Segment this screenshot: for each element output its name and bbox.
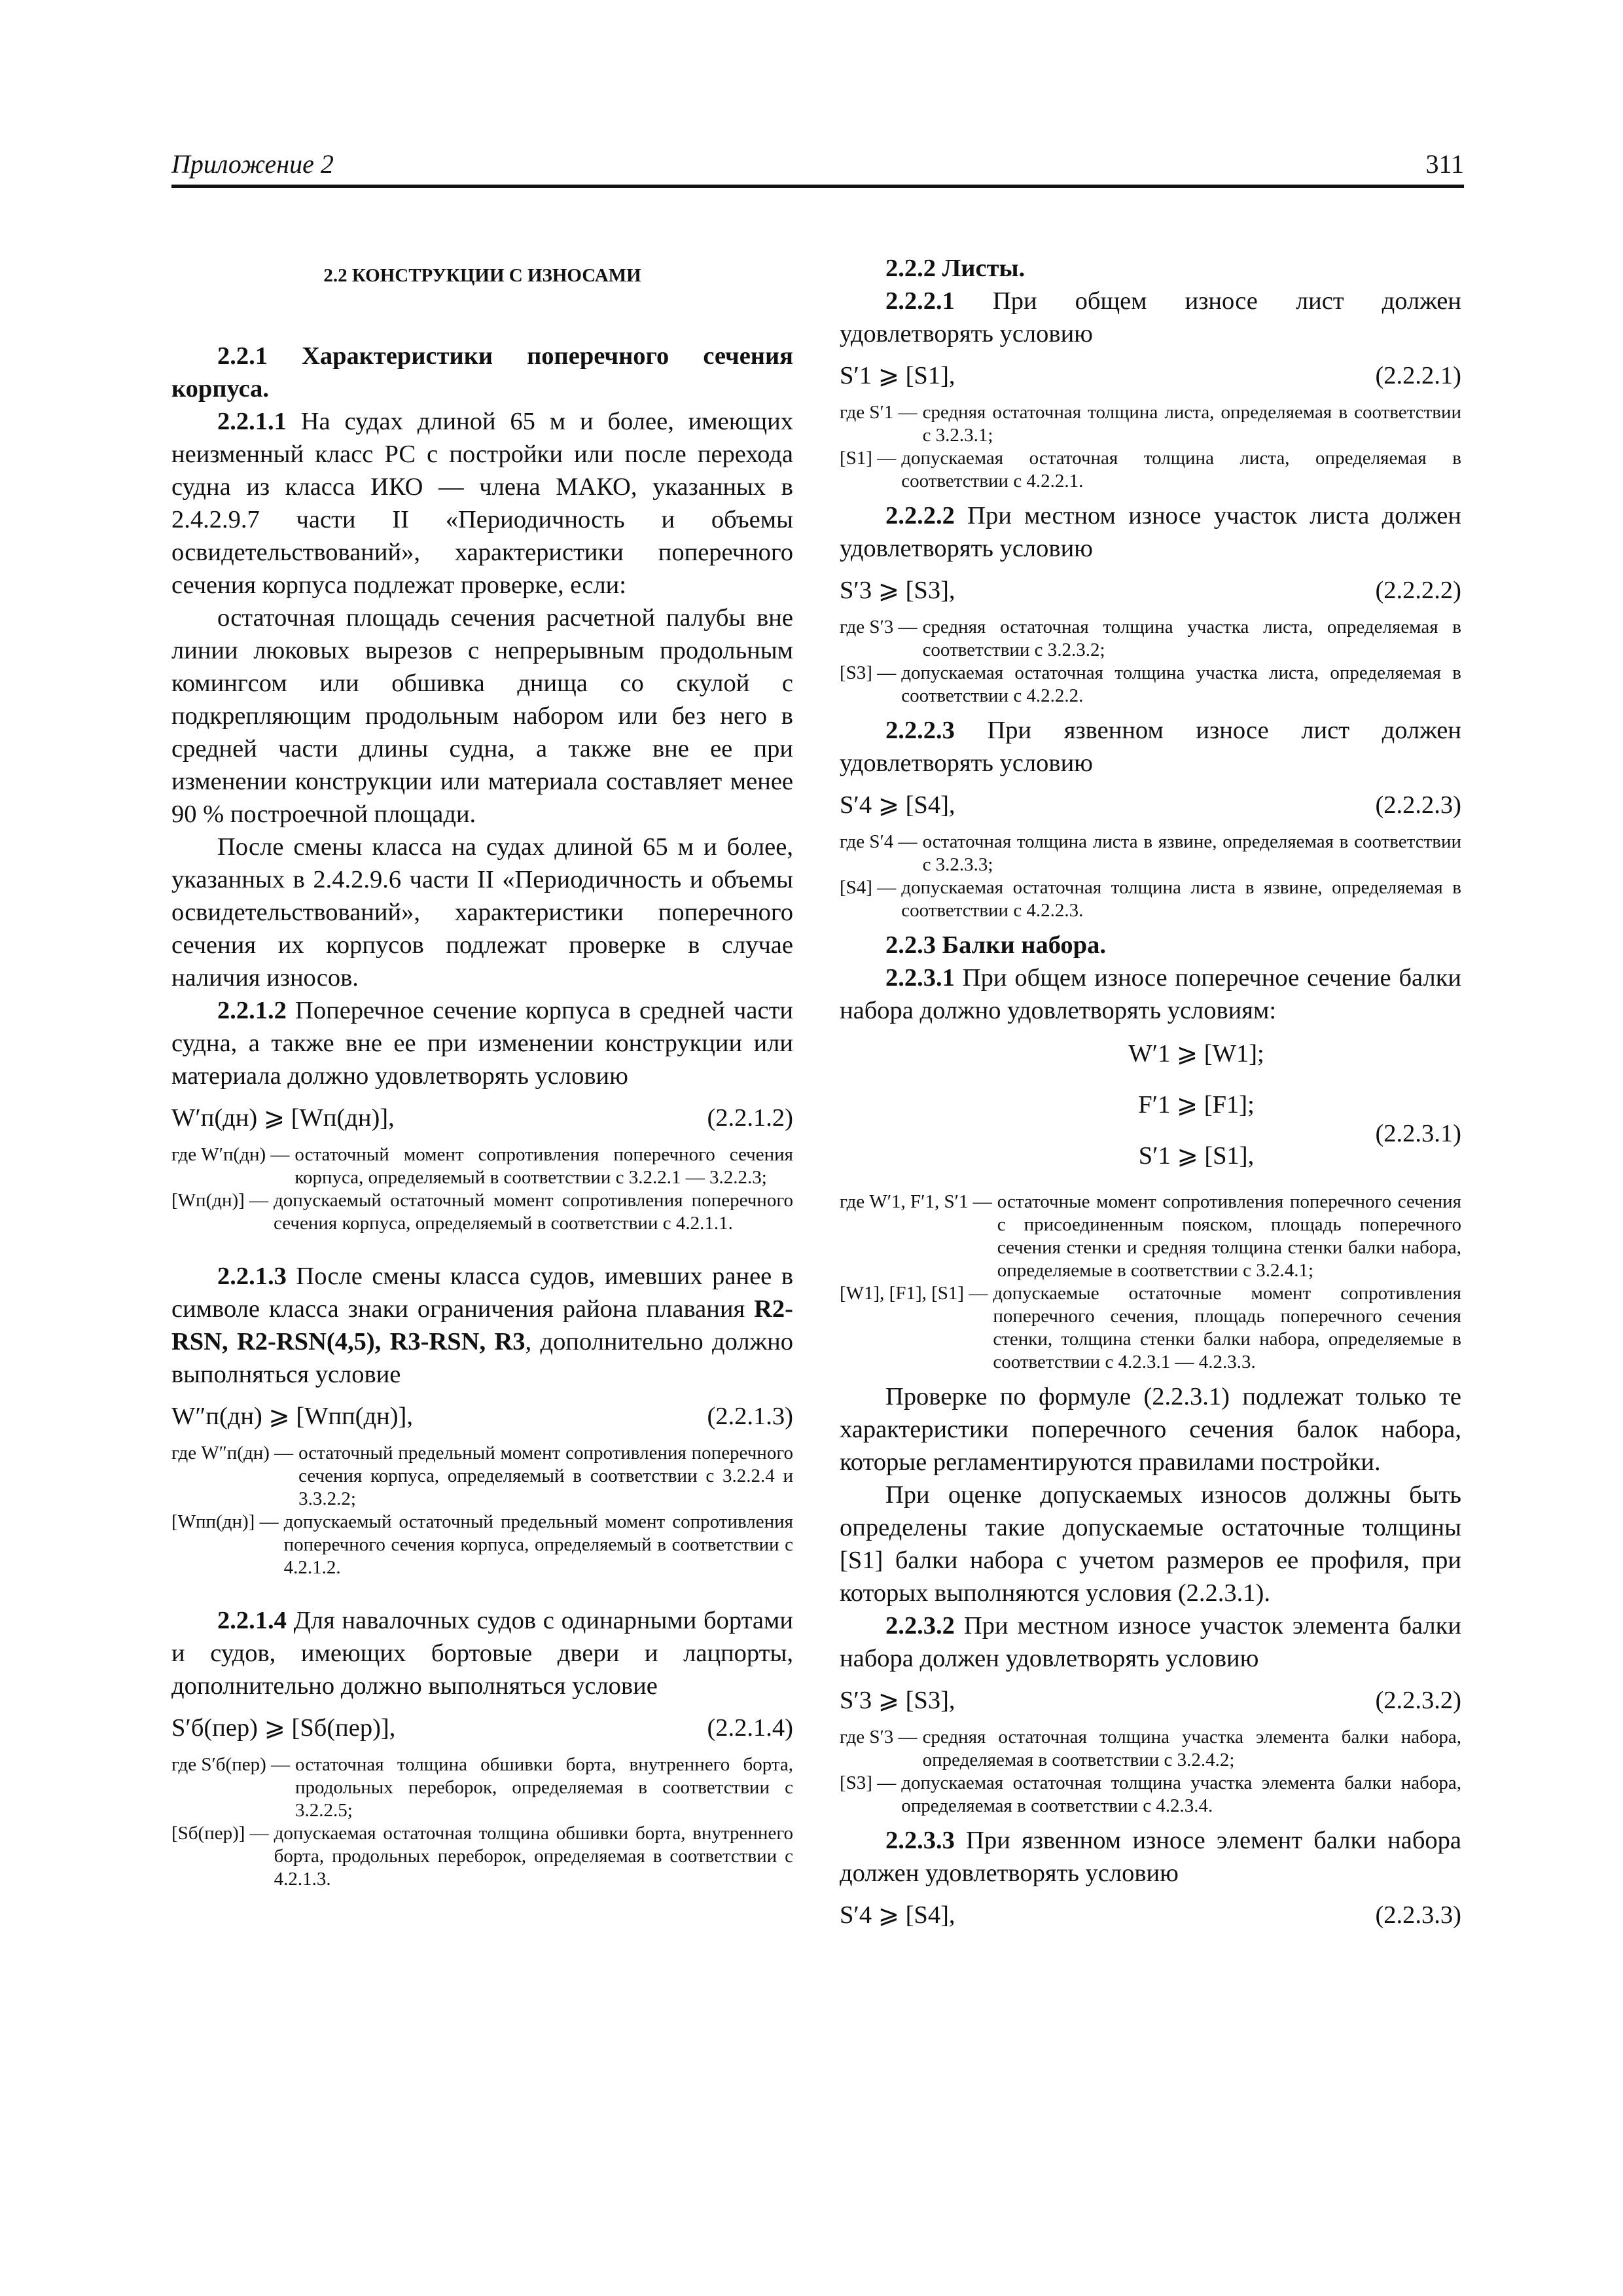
definition-item: где W″п(дн) — остаточный предельный момент сопротивления поперечного сечения корпуса, определяемый в соответствии с 3.2.2.4 и 3.3.2.2; — [171, 1443, 793, 1509]
subsection-title-2-2-3: 2.2.3 Балки набора. — [885, 931, 1106, 959]
formula-2-2-1-4 — [171, 1712, 793, 1744]
right-column — [840, 252, 1461, 1941]
clause-number: 2.2.1.3 — [217, 1263, 287, 1290]
formula-expression: W″п(дн) ⩾ [Wпп(дн)], — [171, 1403, 413, 1430]
paragraph-2-2-1-1-b: остаточная площадь сечения расчетной палубы вне линии люковых вырезов с непрерывным продольным комингсом или обшивка днища со скулой с подкрепляющим продольным набором или без него в средней части длины судна, а также вне ее при изменении конструкции или материала составляет менее 90 % построечной площади. — [171, 604, 793, 828]
paragraph-2-2-1-2: 2.2.1.2 Поперечное сечение корпуса в средней части судна, а также вне ее при изменении конструкции или материала должно удовлетворять условию — [171, 997, 793, 1090]
definition-item: [Wпп(дн)] — допускаемый остаточный предельный момент сопротивления поперечного сечения корпуса, определяемый в соответствии с 4.2.1.2. — [171, 1511, 793, 1578]
clause-number: 2.2.2.1 — [885, 287, 955, 315]
clause-number: 2.2.3.3 — [885, 1827, 955, 1854]
definition-item: где S′б(пер) — остаточная толщина обшивки борта, внутреннего борта, продольных переборок, определяемая в соответствии с 3.2.2.5; — [171, 1754, 793, 1821]
formula-expression: S′4 ⩾ [S4], — [840, 791, 955, 819]
paragraph-2-2-3-1-c: При оценке допускаемых износов должны быть определены такие допускаемые остаточные толщины [S1] балки набора с учетом размеров ее профиля, при которых выполняются условия (2.2.3.1). — [840, 1481, 1461, 1607]
page-number: 311 — [1425, 149, 1464, 179]
formula-2-2-2-3 — [840, 789, 1461, 821]
definition-item: где S′4 — остаточная толщина листа в язвине, определяемая в соответствии с 3.2.3.3; — [840, 831, 1461, 875]
formula-number: (2.2.3.2) — [1375, 1687, 1461, 1714]
definitions-2-2-2-2 — [840, 616, 1461, 708]
definition-item: где W′1, F′1, S′1 — остаточные момент сопротивления поперечного сечения с присоединенным пояском, площадь поперечного сечения стенки и средняя толщина стенки балки набора, определяемые в соответствии с 3.2.4.1; — [840, 1191, 1461, 1281]
clause-number: 2.2.3.2 — [885, 1612, 955, 1640]
clause-number: 2.2.1.4 — [217, 1607, 287, 1634]
paragraph-2-2-1-1-c: После смены класса на судах длиной 65 м и более, указанных в 2.4.2.9.6 части II «Периодичность и объемы освидетельствований», характеристики поперечного сечения их корпусов подлежат проверке в случае наличия износов. — [171, 833, 793, 992]
formula-2-2-2-2 — [840, 574, 1461, 607]
section-title: 2.2 КОНСТРУКЦИИ С ИЗНОСАМИ — [323, 265, 641, 286]
formula-number: (2.2.1.3) — [707, 1403, 793, 1430]
definition-item: [S1] — допускаемая остаточная толщина листа, определяемая в соответствии с 4.2.2.1. — [840, 448, 1461, 492]
formula-2-2-3-1 — [840, 1037, 1461, 1172]
paragraph-2-2-3-1-b: Проверке по формуле (2.2.3.1) подлежат только те характеристики поперечного сечения балок набора, которые регламентируются правилами постройки. — [840, 1383, 1461, 1476]
formula-number: (2.2.2.2) — [1375, 577, 1461, 604]
formula-number: (2.2.1.4) — [707, 1714, 793, 1742]
formula-number: (2.2.3.1) — [1375, 1120, 1461, 1147]
paragraph-2-2-3-2: 2.2.3.2 При местном износе участок элемента балки набора должен удовлетворять условию — [840, 1612, 1461, 1672]
left-column — [171, 252, 793, 1897]
definition-item: [Wп(дн)] — допускаемый остаточный момент сопротивления поперечного сечения корпуса, определяемый в соответствии с 4.2.1.1. — [171, 1190, 793, 1234]
definitions-2-2-2-1 — [840, 401, 1461, 493]
formula-expression: S′4 ⩾ [S4], — [840, 1901, 955, 1929]
formula-number: (2.2.2.1) — [1375, 362, 1461, 389]
paragraph-2-2-1-4: 2.2.1.4 Для навалочных судов с одинарными бортами и судов, имеющих бортовые двери и лацпорты, дополнительно должно выполняться условие — [171, 1607, 793, 1700]
paragraph-2-2-1-1: 2.2.1.1 На судах длиной 65 м и более, имеющих неизменный класс РС с постройки или после перехода судна из класса ИКО — члена МАКО, указанных в 2.4.2.9.7 части II «Периодичность и объемы освидетельствований», характеристики поперечного сечения корпуса подлежат проверке, если: — [171, 408, 793, 599]
formula-expression: W′1 ⩾ [W1]; — [1128, 1040, 1264, 1067]
paragraph-2-2-2-1: 2.2.2.1 При общем износе лист должен удовлетворять условию — [840, 287, 1461, 348]
clause-number: 2.2.3.1 — [885, 964, 955, 992]
formula-expression: F′1 ⩾ [F1]; — [1138, 1091, 1255, 1119]
subsection-title-2-2-1: 2.2.1 Характеристики поперечного сечения корпуса. — [171, 342, 793, 403]
formula-expression: W′п(дн) ⩾ [Wп(дн)], — [171, 1104, 395, 1132]
definition-item: где S′3 — средняя остаточная толщина участка элемента балки набора, определяемая в соответствии с 3.2.4.2; — [840, 1727, 1461, 1770]
clause-number: 2.2.1.1 — [217, 408, 287, 435]
definitions-2-2-1-4 — [171, 1753, 793, 1891]
formula-number: (2.2.1.2) — [707, 1104, 793, 1132]
formula-number: (2.2.2.3) — [1375, 791, 1461, 819]
definition-item: [W1], [F1], [S1] — допускаемые остаточные момент сопротивления поперечного сечения, площадь поперечного сечения стенки, толщина стенки балки набора, определяемые в соответствии с 4.2.3.1 — 4.2.3.3. — [840, 1283, 1461, 1372]
clause-number: 2.2.2.2 — [885, 502, 955, 529]
formula-2-2-3-2 — [840, 1684, 1461, 1717]
formula-2-2-2-1 — [840, 359, 1461, 392]
definition-item: [S4] — допускаемая остаточная толщина листа в язвине, определяемая в соответствии с 4.2.2.3. — [840, 877, 1461, 921]
definition-item: где W′п(дн) — остаточный момент сопротивления поперечного сечения корпуса, определяемый в соответствии с 3.2.2.1 — 3.2.2.3; — [171, 1144, 793, 1188]
formula-expression: S′б(пер) ⩾ [Sб(пер)], — [171, 1714, 396, 1742]
page-header — [171, 143, 1464, 188]
definitions-2-2-3-1 — [840, 1191, 1461, 1374]
definitions-2-2-3-2 — [840, 1726, 1461, 1818]
formula-expression: S′1 ⩾ [S1], — [840, 362, 955, 389]
definitions-2-2-2-3 — [840, 831, 1461, 922]
paragraph-2-2-3-3: 2.2.3.3 При язвенном износе элемент балки набора должен удовлетворять условию — [840, 1827, 1461, 1887]
formula-expression: S′3 ⩾ [S3], — [840, 577, 955, 604]
subsection-title-2-2-2: 2.2.2 Листы. — [885, 255, 1026, 282]
definitions-2-2-1-2 — [171, 1143, 793, 1235]
formula-2-2-1-3 — [171, 1400, 793, 1433]
formula-number: (2.2.3.3) — [1375, 1901, 1461, 1929]
formula-expression: S′1 ⩾ [S1], — [1138, 1142, 1255, 1170]
formula-2-2-3-3 — [840, 1899, 1461, 1931]
area-restriction-codes: R2-RSN, R2-RSN(4,5), R3-RSN, R3 — [171, 1295, 793, 1355]
running-title: Приложение 2 — [171, 149, 334, 179]
definition-item: где S′3 — средняя остаточная толщина участка листа, определяемая в соответствии с 3.2.3.2; — [840, 617, 1461, 660]
definitions-2-2-1-3 — [171, 1442, 793, 1579]
paragraph-2-2-1-3: 2.2.1.3 После смены класса судов, имевших ранее в символе класса знаки ограничения района плавания R2-RSN, R2-RSN(4,5), R3-RSN, R3, дополнительно должно выполняться условие — [171, 1263, 794, 1388]
definition-item: [S3] — допускаемая остаточная толщина участка листа, определяемая в соответствии с 4.2.2.2. — [840, 662, 1461, 706]
clause-number: 2.2.1.2 — [217, 997, 287, 1024]
clause-number: 2.2.2.3 — [885, 717, 955, 744]
paragraph-2-2-2-3: 2.2.2.3 При язвенном износе лист должен удовлетворять условию — [840, 717, 1461, 777]
definition-item: [Sб(пер)] — допускаемая остаточная толщина обшивки борта, внутреннего борта, продольных переборок, определяемая в соответствии с 4.2.1.3. — [171, 1823, 793, 1890]
definition-item: где S′1 — средняя остаточная толщина листа, определяемая в соответствии с 3.2.3.1; — [840, 402, 1461, 446]
definition-item: [S3] — допускаемая остаточная толщина участка элемента балки набора, определяемая в соответствии с 4.2.3.4. — [840, 1772, 1461, 1816]
formula-expression: S′3 ⩾ [S3], — [840, 1687, 955, 1714]
paragraph-2-2-3-1: 2.2.3.1 При общем износе поперечное сечение балки набора должно удовлетворять условиям: — [840, 964, 1461, 1024]
formula-2-2-1-2 — [171, 1102, 793, 1134]
paragraph-2-2-2-2: 2.2.2.2 При местном износе участок листа должен удовлетворять условию — [840, 502, 1461, 562]
